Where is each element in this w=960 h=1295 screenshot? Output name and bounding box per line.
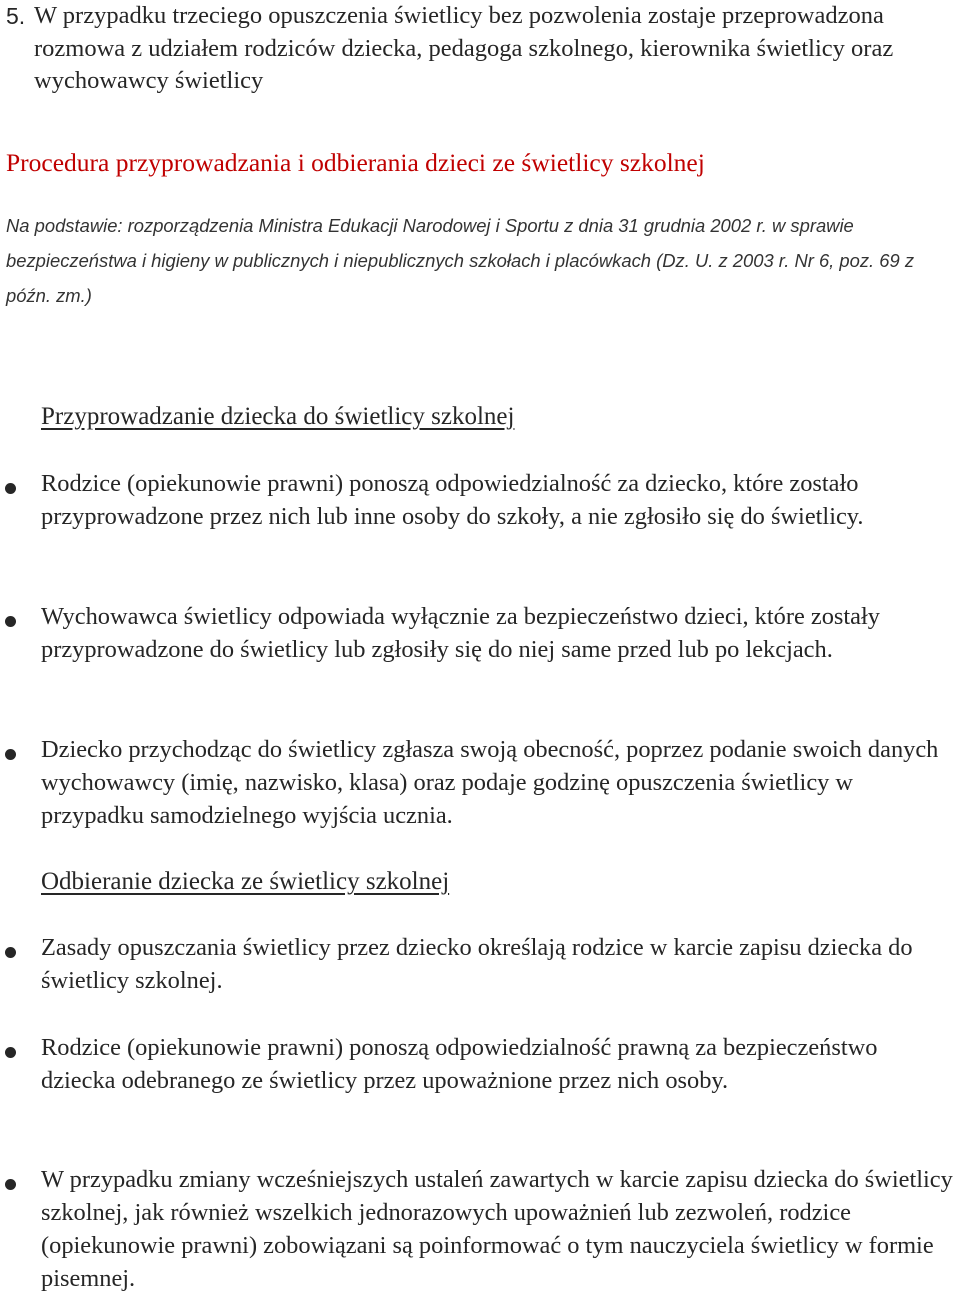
section-heading-bringing: Przyprowadzanie dziecka do świetlicy szkolnej	[41, 403, 515, 430]
bullet-icon	[5, 616, 16, 627]
bullet-icon	[5, 749, 16, 760]
list-item	[0, 931, 960, 997]
list-item	[0, 467, 960, 533]
list-item-text: Dziecko przychodząc do świetlicy zgłasza swoją obecność, poprzez podanie swoich danych wychowawcy (imię, nazwisko, klasa) oraz podaje godzinę opuszczenia świetlicy w przypadku samodzielnego wyjścia ucznia.	[41, 736, 939, 829]
list-item	[0, 1031, 960, 1097]
list-item-text: Wychowawca świetlicy odpowiada wyłącznie za bezpieczeństwo dzieci, które zostały przyprowadzone do świetlicy lub zgłosiły się do niej same przed lub po lekcjach.	[41, 603, 880, 663]
section-heading-pickup: Odbieranie dziecka ze świetlicy szkolnej	[41, 868, 450, 895]
bullet-icon	[5, 947, 16, 958]
list-item-text: Zasady opuszczania świetlicy przez dziecko określają rodzice w karcie zapisu dziecka do świetlicy szkolnej.	[41, 934, 913, 994]
item-number: 5.	[6, 3, 26, 29]
list-item-text: Rodzice (opiekunowie prawni) ponoszą odpowiedzialność za dziecko, które zostało przyprowadzone przez nich lub inne osoby do szkoły, a nie zgłosiło się do świetlicy.	[41, 470, 864, 530]
numbered-item-5	[6, 0, 946, 98]
bullet-icon	[5, 483, 16, 494]
item-text: W przypadku trzeciego opuszczenia świetlicy bez pozwolenia zostaje przeprowadzona rozmowa z udziałem rodziców dziecka, pedagoga szkolnego, kierownika świetlicy oraz wychowawcy świetlicy	[34, 2, 894, 94]
legal-basis-note: Na podstawie: rozporządzenia Ministra Edukacji Narodowej i Sportu z dnia 31 grudnia 2002 r. w sprawie bezpieczeństwa i higieny w publicznych i niepublicznych szkołach i placówkach (Dz. U. z 2003 r. Nr 6, poz. 69 z późn. zm.)	[6, 215, 915, 306]
list-item	[0, 600, 960, 666]
list-item	[0, 733, 960, 832]
bullet-icon	[5, 1047, 16, 1058]
list-item-text: W przypadku zmiany wcześniejszych ustaleń zawartych w karcie zapisu dziecka do świetlicy szkolnej, jak również wszelkich jednorazowych upoważnień lub zezwoleń, rodzice (opiekunowie prawni) zobowiązani są poinformować o tym nauczyciela świetlicy w formie pisemnej.	[41, 1166, 953, 1292]
list-item-text: Rodzice (opiekunowie prawni) ponoszą odpowiedzialność prawną za bezpieczeństwo dziecka odebranego ze świetlicy przez upoważnione przez nich osoby.	[41, 1034, 878, 1094]
list-item	[0, 1163, 960, 1295]
bullet-icon	[5, 1179, 16, 1190]
procedure-title: Procedura przyprowadzania i odbierania dzieci ze świetlicy szkolnej	[6, 148, 705, 177]
